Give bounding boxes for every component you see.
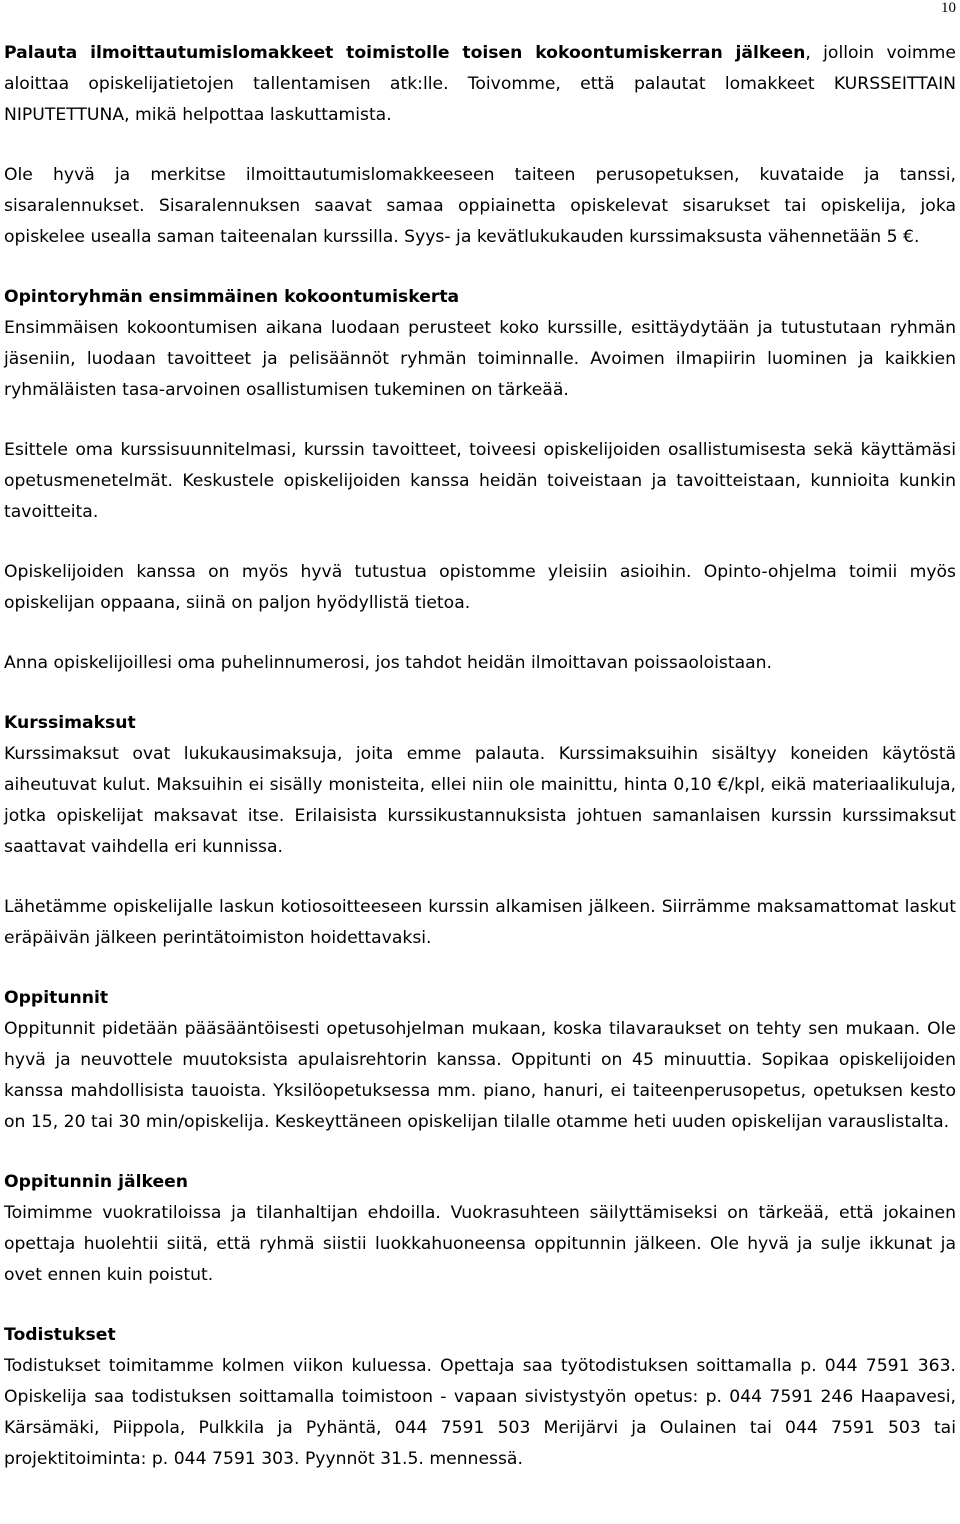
first-meeting-section <box>4 282 956 406</box>
lessons-section <box>4 983 956 1138</box>
phone-paragraph: Anna opiskelijoillesi oma puhelinnumerosi, jos tahdot heidän ilmoittavan poissaoloistaan. <box>4 653 773 673</box>
certificates-text: Todistukset toimitamme kolmen viikon kuluessa. Opettaja saa työtodistuksen soittamalla p. 044 7591 363. Opiskelija saa todistuksen soittamalla toimistoon - vapaan sivistystyön opetus: p. 044 7591 246 Haapavesi, Kärsämäki, Piippola, Pulkkila ja Pyhäntä, 044 7591 503 Merijärvi ja Oulainen tai 044 7591 503 tai projektitoiminta: p. 044 7591 303. Pyynnöt 31.5. mennessä. <box>4 1356 956 1469</box>
fees-section <box>4 708 956 863</box>
first-meeting-heading: Opintoryhmän ensimmäinen kokoontumiskerta <box>4 287 460 307</box>
after-lesson-heading: Oppitunnin jälkeen <box>4 1172 189 1192</box>
intro-bold-text: Palauta ilmoittautumislomakkeet toimistolle toisen kokoontumiskerran jälkeen <box>4 43 806 63</box>
intro-paragraph <box>4 38 956 131</box>
fees-text: Kurssimaksut ovat lukukausimaksuja, joita emme palauta. Kurssimaksuihin sisältyy koneiden käytöstä aiheutuvat kulut. Maksuihin ei sisälly monisteita, ellei niin ole mainittu, hinta 0,10 €/kpl, eikä materiaalikuluja, jotka opiskelijat maksavat itse. Erilaisista kurssikustannuksista johtuen samanlaisen kurssin kurssimaksut saattavat vaihdella eri kunnissa. <box>4 744 956 857</box>
invoice-paragraph: Lähetämme opiskelijalle laskun kotiosoitteeseen kurssin alkamisen jälkeen. Siirrämme maksamattomat laskut eräpäivän jälkeen perintätoimiston hoidettavaksi. <box>4 897 956 948</box>
page-number: 10 <box>941 0 956 16</box>
discount-paragraph: Ole hyvä ja merkitse ilmoittautumislomakkeeseen taiteen perusopetuksen, kuvataide ja tanssi, sisaralennukset. Sisaralennuksen saavat samaa oppiainetta opiskelevat sisarukset tai opiskelija, joka opiskelee usealla saman taiteenalan kurssilla. Syys- ja kevätlukukauden kurssimaksusta vähennetään 5 €. <box>4 165 956 247</box>
fees-heading: Kurssimaksut <box>4 713 136 733</box>
document-body <box>4 38 956 1475</box>
lessons-text: Oppitunnit pidetään pääsääntöisesti opetusohjelman mukaan, koska tilavaraukset on tehty sen mukaan. Ole hyvä ja neuvottele muutoksista apulaisrehtorin kanssa. Oppitunti on 45 minuuttia. Sopikaa opiskelijoiden kanssa mahdollisista tauoista. Yksilöopetuksessa mm. piano, hanuri, ei taiteenperusopetus, opetuksen kesto on 15, 20 tai 30 min/opiskelija. Keskeyttäneen opiskelijan tilalle otamme heti uuden opiskelijan varauslistalta. <box>4 1019 956 1132</box>
first-meeting-text: Ensimmäisen kokoontumisen aikana luodaan perusteet koko kurssille, esittäydytään ja tutustutaan ryhmän jäseniin, luodaan tavoitteet ja pelisäännöt ryhmän toiminnalle. Avoimen ilmapiirin luominen ja kaikkien ryhmäläisten tasa-arvoinen osallistumisen tukeminen on tärkeää. <box>4 318 956 400</box>
lessons-heading: Oppitunnit <box>4 988 109 1008</box>
certificates-heading: Todistukset <box>4 1325 116 1345</box>
after-lesson-text: Toimimme vuokratiloissa ja tilanhaltijan ehdoilla. Vuokrasuhteen säilyttämiseksi on tärkeää, että jokainen opettaja huolehtii siitä, että ryhmä siistii luokkahuoneensa oppitunnin jälkeen. Ole hyvä ja sulje ikkunat ja ovet ennen kuin poistut. <box>4 1203 956 1285</box>
intro-text: , jolloin voimme aloittaa opiskelijatietojen tallentamisen atk:lle. Toivomme, että palautat lomakkeet KURSSEITTAIN NIPUTETTUNA, mikä helpottaa laskuttamista. <box>4 43 956 125</box>
general-matters-paragraph: Opiskelijoiden kanssa on myös hyvä tutustua opistomme yleisiin asioihin. Opinto-ohjelma toimii myös opiskelijan oppaana, siinä on paljon hyödyllistä tietoa. <box>4 562 956 613</box>
certificates-section <box>4 1320 956 1475</box>
after-lesson-section <box>4 1167 956 1291</box>
present-plan-paragraph: Esittele oma kurssisuunnitelmasi, kurssin tavoitteet, toiveesi opiskelijoiden osallistumisesta sekä käyttämäsi opetusmenetelmät. Keskustele opiskelijoiden kanssa heidän toiveistaan ja tavoitteistaan, kunnioita kunkin tavoitteita. <box>4 440 956 522</box>
